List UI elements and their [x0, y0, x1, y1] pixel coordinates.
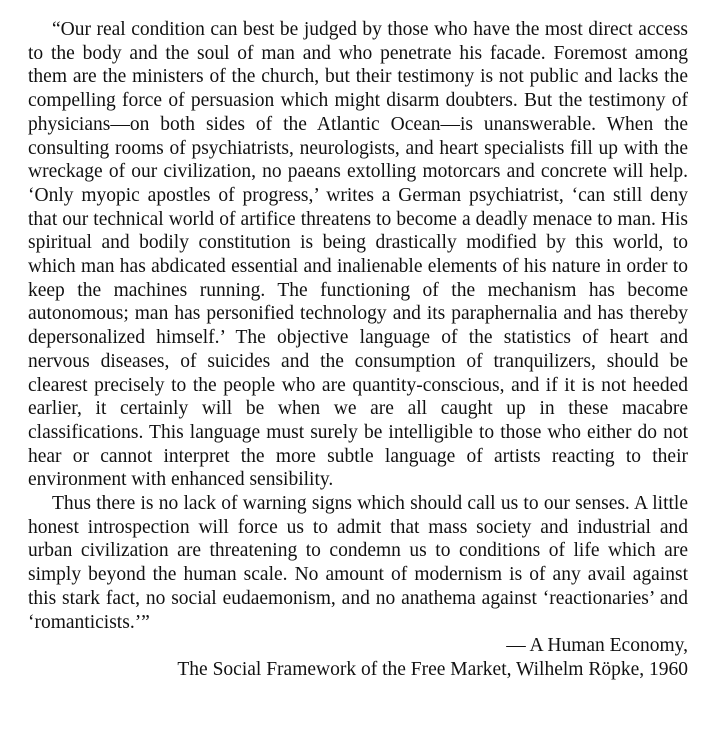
quote-body — [28, 18, 688, 634]
quote-paragraph-1: “Our real condition can best be judged by those who have the most direct access to the body and the soul of man and who penetrate his facade. Foremost among them are the ministers of the church, but their testimony is not public and lacks the compelling force of persuasion which might disarm doubters. But the testimony of physicians—on both sides of the Atlantic Ocean—is unanswerable. When the consulting rooms of psychiatrists, neurologists, and heart specialists fill up with the wreckage of our civilization, no paeans extolling motorcars and concrete will help. ‘Only myopic apostles of progress,’ writes a German psychiatrist, ‘can still deny that our technical world of artifice threatens to become a deadly menace to man. His spiritual and bodily constitution is being drastically modified by this world, to which man has abdicated essential and inalienable elements of his nature in order to keep the machines running. The functioning of the mechanism has become autonomous; man has personified technology and its paraphernalia and has thereby depersonalized himself.’ The objective language of the statistics of heart and nervous diseases, of suicides and the consumption of tranquilizers, should be clearest precisely to the people who are quantity-conscious, and if it is not heeded earlier, it certainly will be when we are all caught up in these macabre classifications. This language must surely be intelligible to those who either do not hear or cannot interpret the more subtle language of artists reacting to their environment with enhanced sensibility. — [28, 19, 688, 491]
quote-paragraph-2: Thus there is no lack of warning signs which should call us to our senses. A little honest introspection will force us to admit that mass society and industrial and urban civilization are threatening to condemn us to conditions of life which are simply beyond the human scale. No amount of modernism is of any avail against this stark fact, no social eudaemonism, and no anathema against ‘reactionaries’ and ‘romanticists.’” — [28, 493, 688, 633]
attribution-source: The Social Framework of the Free Market, Wilhelm Röpke, 1960 — [177, 658, 688, 680]
attribution — [28, 634, 688, 681]
quote-document — [28, 18, 688, 682]
attribution-title: — A Human Economy, — [506, 635, 688, 657]
